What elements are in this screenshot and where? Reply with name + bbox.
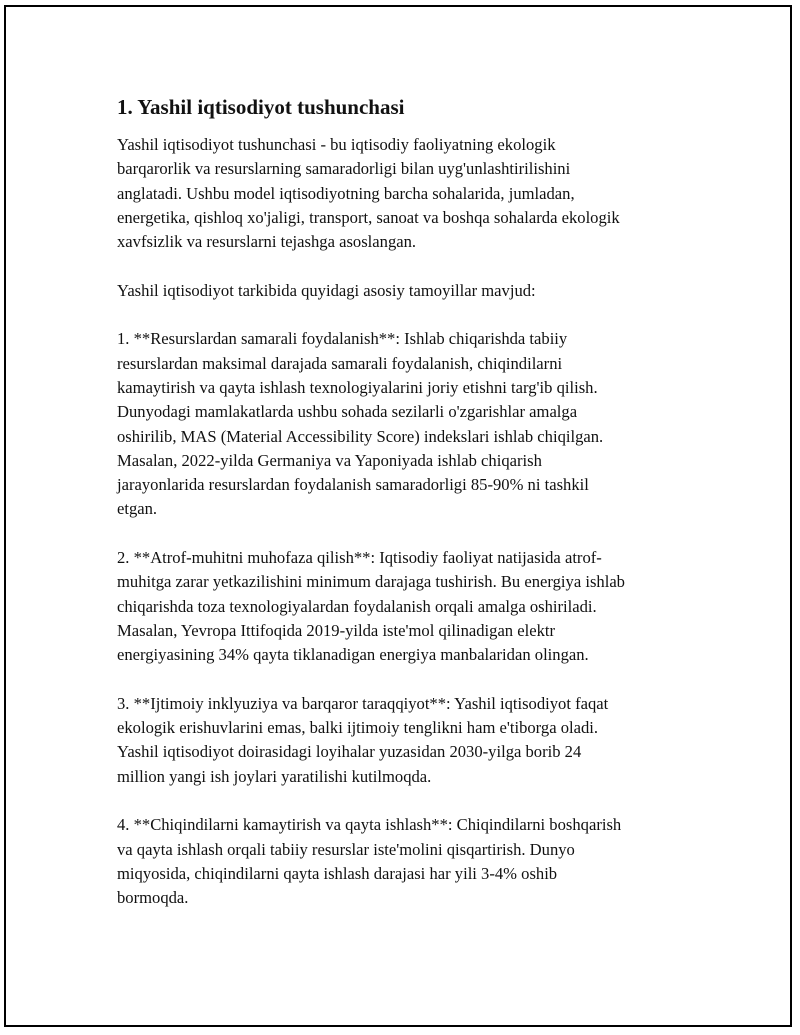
document-body — [117, 94, 697, 935]
text-line: muhitga zarar yetkazilishini minimum darajaga tushirish. Bu energiya ishlab — [117, 572, 625, 592]
text-line: bormoqda. — [117, 888, 189, 908]
text-line: Yashil iqtisodiyot tarkibida quyidagi asosiy tamoyillar mavjud: — [117, 280, 536, 300]
paragraph-principles-intro — [117, 279, 697, 303]
paragraph-principle-2 — [117, 546, 697, 667]
text-line: Yashil iqtisodiyot doirasidagi loyihalar yuzasidan 2030-yilga borib 24 — [117, 742, 582, 762]
text-line: 2. **Atrof-muhitni muhofaza qilish**: Iqtisodiy faoliyat natijasida atrof- — [117, 548, 602, 568]
text-line: va qayta ishlash orqali tabiiy resurslar iste'molini qisqartirish. Dunyo — [117, 839, 575, 859]
text-line: anglatadi. Ushbu model iqtisodiyotning barcha sohalarida, jumladan, — [117, 183, 575, 203]
section-heading: 1. Yashil iqtisodiyot tushunchasi — [117, 95, 405, 119]
text-line: kamaytirish va qayta ishlash texnologiyalarini joriy etishni targ'ib qilish. — [117, 377, 598, 397]
text-line: Masalan, Yevropa Ittifoqida 2019-yilda iste'mol qilinadigan elektr — [117, 620, 556, 640]
text-line: oshirilib, MAS (Material Accessibility Score) indekslari ishlab chiqilgan. — [117, 426, 604, 446]
text-line: chiqarishda toza texnologiyalardan foydalanish orqali amalga oshiriladi. — [117, 596, 597, 616]
text-line: ekologik erishuvlarini emas, balki ijtimoiy tenglikni ham e'tiborga oladi. — [117, 718, 599, 738]
paragraph-principle-3 — [117, 692, 697, 789]
paragraph-principle-1 — [117, 327, 697, 521]
text-line: 1. **Resurslardan samarali foydalanish**: Ishlab chiqarishda tabiiy — [117, 329, 568, 349]
text-line: 3. **Ijtimoiy inklyuziya va barqaror taraqqiyot**: Yashil iqtisodiyot faqat — [117, 693, 609, 713]
text-line: million yangi ish joylari yaratilishi kutilmoqda. — [117, 766, 432, 786]
text-line: energetika, qishloq xo'jaligi, transport, sanoat va boshqa sohalarda ekologik — [117, 207, 620, 227]
text-line: miqyosida, chiqindilarni qayta ishlash darajasi har yili 3-4% oshib — [117, 863, 558, 883]
text-line: 4. **Chiqindilarni kamaytirish va qayta ishlash**: Chiqindilarni boshqarish — [117, 815, 622, 835]
text-line: resurslardan maksimal darajada samarali foydalanish, chiqindilarni — [117, 353, 563, 373]
text-line: jarayonlarida resurslardan foydalanish samaradorligi 85-90% ni tashkil — [117, 475, 589, 495]
text-line: barqarorlik va resurslarning samaradorligi bilan uyg'unlashtirilishini — [117, 159, 571, 179]
text-line: etgan. — [117, 499, 158, 519]
text-line: Dunyodagi mamlakatlarda ushbu sohada sezilarli o'zgarishlar amalga — [117, 402, 578, 422]
paragraph-principle-4 — [117, 813, 697, 910]
text-line: xavfsizlik va resurslarni tejashga asoslangan. — [117, 232, 417, 252]
paragraph-intro — [117, 133, 697, 254]
text-line: Masalan, 2022-yilda Germaniya va Yaponiyada ishlab chiqarish — [117, 450, 542, 470]
text-line: Yashil iqtisodiyot tushunchasi - bu iqtisodiy faoliyatning ekologik — [117, 135, 556, 154]
text-line: energiyasining 34% qayta tiklanadigan energiya manbalaridan olingan. — [117, 645, 589, 665]
